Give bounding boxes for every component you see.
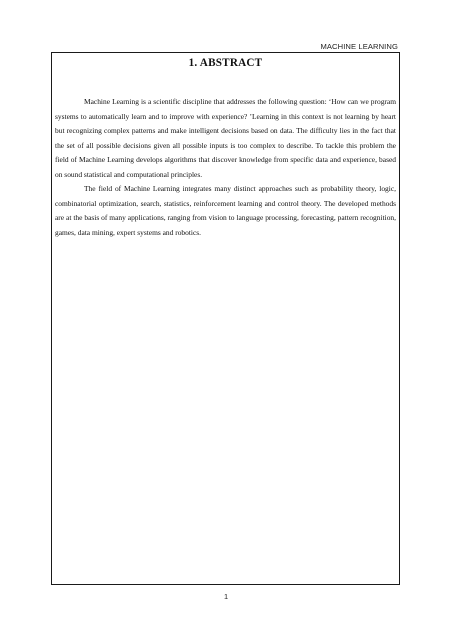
- section-title: 1. ABSTRACT: [188, 57, 263, 69]
- paragraph-2: The field of Machine Learning integrates many distinct approaches such as probability theory, logic, combinatorial optimization, search, statistics, reinforcement learning and control theory. The developed methods are at the basis of many applications, ranging from vision to language processing, forecasting, pattern recognition, games, data mining, expert systems and robotics.: [55, 184, 396, 237]
- page-number: 1: [223, 592, 229, 601]
- paragraph-1: Machine Learning is a scientific discipline that addresses the following question: ‘How can we program systems to automatically learn and to improve with experience? ’Learning in this context is not learning by heart but recognizing complex patterns and make intelligent decisions based on data. The difficulty lies in the fact that the set of all possible decisions given all possible inputs is too complex to describe. To tackle this problem the field of Machine Learning develops algorithms that discover knowledge from specific data and experience, based on sound statistical and computational principles.: [55, 97, 396, 179]
- running-header: MACHINE LEARNING: [320, 42, 398, 51]
- page-border-frame: [51, 52, 400, 585]
- abstract-body: [55, 95, 396, 240]
